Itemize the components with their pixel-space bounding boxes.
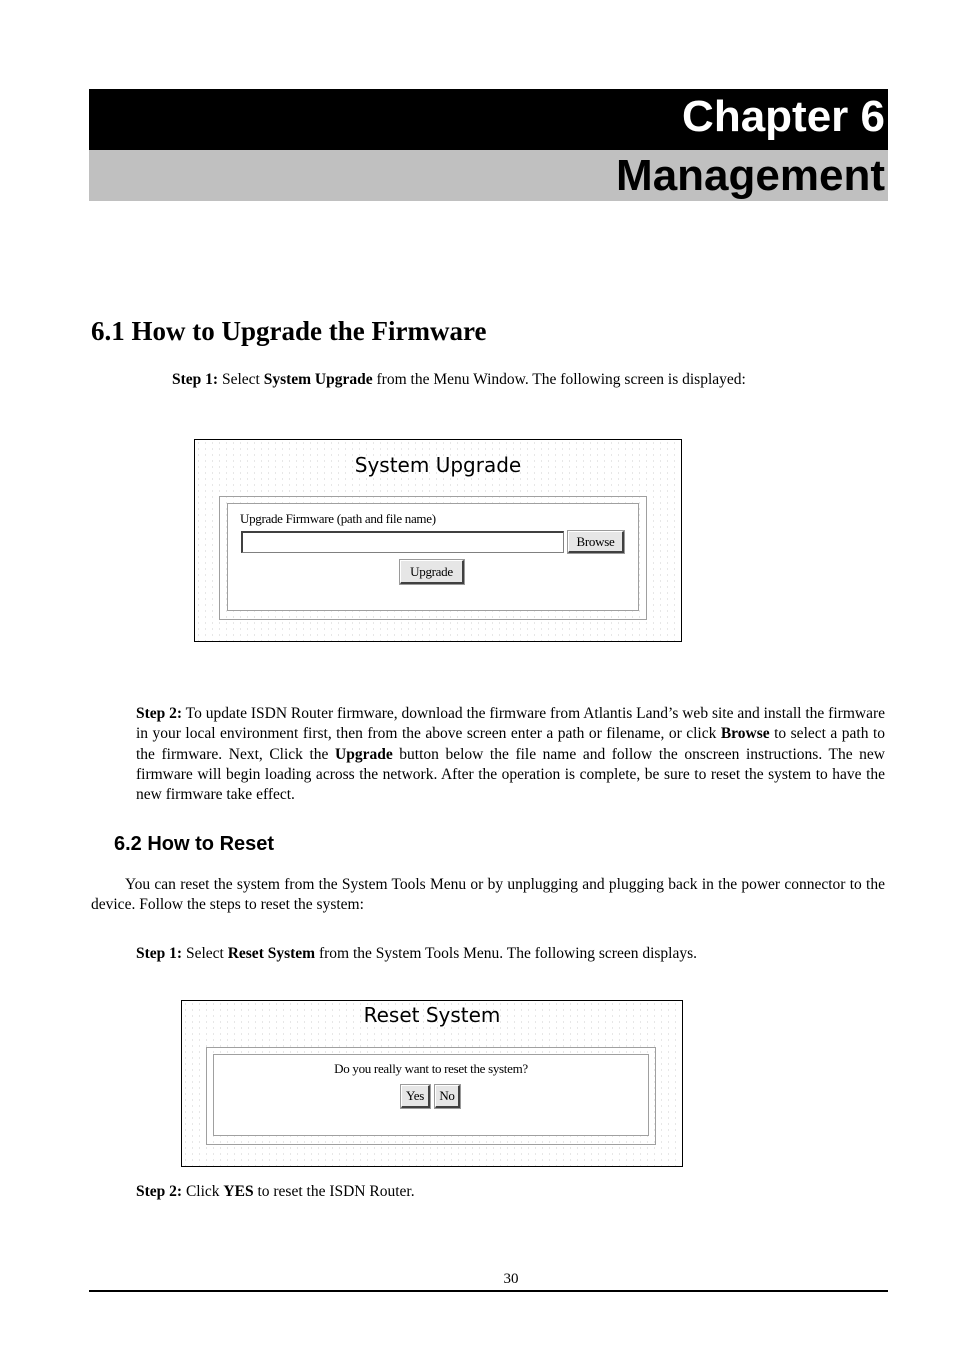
reset-intro-paragraph: You can reset the system from the System Tools Menu or by unplugging and plugging back in the power connector to the device. Follow the steps to reset the system:: [91, 876, 885, 914]
reset-system-title: Reset System: [363, 1003, 501, 1027]
step-text: Select: [182, 945, 228, 962]
section-heading-upgrade: 6.1 How to Upgrade the Firmware: [91, 316, 487, 346]
menu-item-reference: System Upgrade: [263, 371, 373, 388]
step-label: Step 1:: [172, 371, 219, 388]
step-text: from the Menu Window. The following screen is displayed:: [372, 371, 746, 388]
upgrade-reference: Upgrade: [335, 745, 393, 763]
step-label: Step 1:: [136, 945, 183, 962]
menu-item-reference: Reset System: [227, 945, 316, 962]
step-label: Step 2:: [136, 1183, 183, 1200]
upgrade-form-box: [227, 503, 639, 611]
step-text: from the System Tools Menu. The following screen displays.: [315, 945, 698, 962]
browse-reference: Browse: [720, 725, 770, 743]
reset-confirm-question: Do you really want to reset the system?: [334, 1061, 528, 1076]
no-button[interactable]: No: [435, 1085, 460, 1108]
footer-rule: [89, 1290, 888, 1292]
step-text: button below the file name and follow the onscreen instructions. The new firmware will begin loading across the network. After the operation is complete, be sure to reset the system to have the new firmware take effect.: [136, 745, 885, 804]
page-number: 30: [503, 1271, 519, 1287]
section-heading-reset: 6.2 How to Reset: [114, 833, 275, 855]
system-upgrade-title: System Upgrade: [354, 453, 522, 477]
reset-step2-paragraph: [136, 1182, 885, 1202]
chapter-number: Chapter 6: [682, 92, 885, 141]
system-upgrade-screenshot: [194, 439, 682, 642]
yes-reference: YES: [223, 1183, 254, 1200]
upgrade-step2-paragraph: [136, 704, 885, 805]
step-text: Select: [218, 371, 264, 388]
reset-form-box: [213, 1054, 649, 1136]
firmware-path-input[interactable]: [241, 531, 564, 553]
step-text: To update ISDN Router firmware, download the firmware from Atlantis Land’s web site and install the firmware in your local environment first, then from the above screen enter a path or filename, or click: [136, 705, 885, 743]
reset-step1-paragraph: [136, 944, 885, 964]
upgrade-firmware-label: Upgrade Firmware (path and file name): [240, 511, 436, 526]
upgrade-button[interactable]: Upgrade: [400, 560, 464, 584]
step-text: to reset the ISDN Router.: [253, 1183, 415, 1200]
yes-button[interactable]: Yes: [401, 1085, 430, 1108]
step-label: Step 2:: [136, 705, 183, 722]
reset-system-screenshot: [181, 1000, 683, 1167]
chapter-title: Management: [616, 151, 885, 200]
step-text: to select a path to the firmware. Next, Click the: [136, 725, 885, 763]
upgrade-step1-paragraph: [172, 370, 872, 390]
browse-button[interactable]: Browse: [568, 531, 624, 553]
step-text: Click: [182, 1183, 224, 1200]
